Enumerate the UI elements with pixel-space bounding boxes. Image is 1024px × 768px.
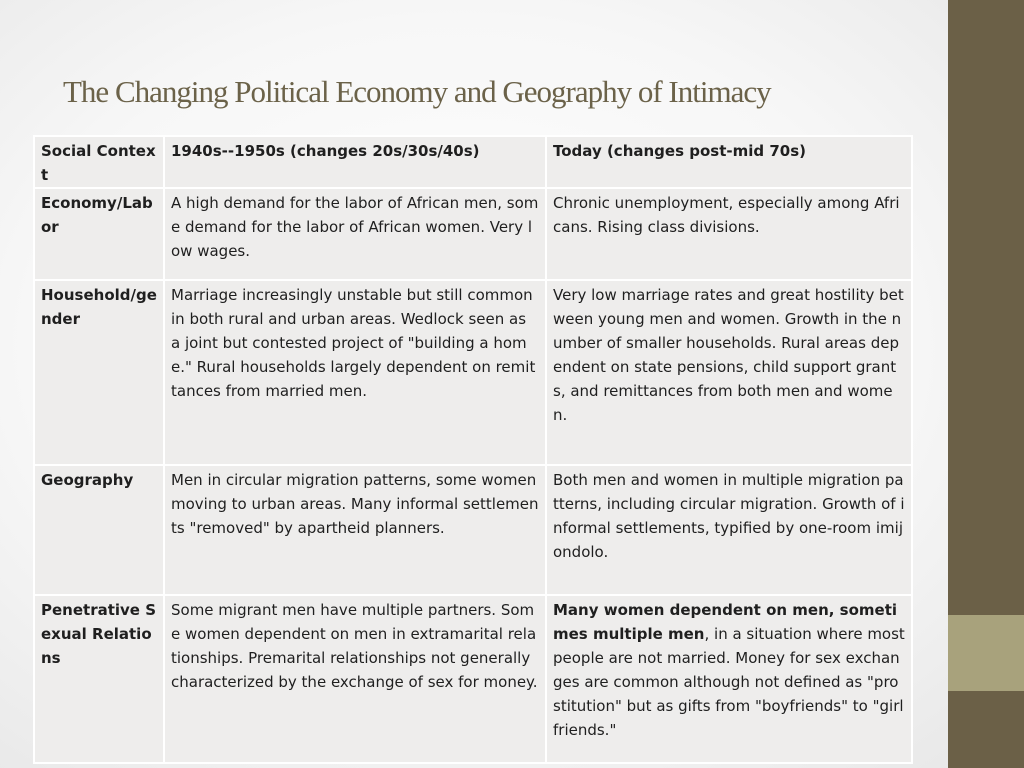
cell-past-economy: A high demand for the labor of African men, some demand for the labor of African women. Very low wages.	[164, 188, 546, 280]
side-accent-block	[948, 615, 1024, 691]
cell-today-economy: Chronic unemployment, especially among Africans. Rising class divisions.	[546, 188, 912, 280]
table-header-row	[34, 136, 912, 188]
cell-text: , in a situation where most people are not married. Money for sex exchanges are common although not defined as "prostitution" but as gifts from "boyfriends" to "girlfriends."	[553, 625, 905, 739]
cell-past-household: Marriage increasingly unstable but still common in both rural and urban areas. Wedlock seen as a joint but contested project of "building a home." Rural households largely dependent on remittances from married men.	[164, 280, 546, 465]
cell-past-sexual-relations: Some migrant men have multiple partners. Some women dependent on men in extramarital relationships. Premarital relationships not generally characterized by the exchange of sex for money.	[164, 595, 546, 763]
cell-past-geography: Men in circular migration patterns, some women moving to urban areas. Many informal settlements "removed" by apartheid planners.	[164, 465, 546, 595]
slide-title: The Changing Political Economy and Geography of Intimacy	[63, 74, 771, 109]
table-row	[34, 188, 912, 280]
row-label-household: Household/gender	[34, 280, 164, 465]
header-today: Today (changes post-mid 70s)	[546, 136, 912, 188]
emphasis-text: Many women dependent on men, sometimes multiple men	[553, 601, 898, 643]
table-row	[34, 280, 912, 465]
table-row	[34, 595, 912, 763]
row-label-sexual-relations: Penetrative Sexual Relations	[34, 595, 164, 763]
table-row	[34, 465, 912, 595]
row-label-geography: Geography	[34, 465, 164, 595]
cell-today-sexual-relations	[546, 595, 912, 763]
cell-today-household: Very low marriage rates and great hostility between young men and women. Growth in the number of smaller households. Rural areas dependent on state pensions, child support grants, and remittances from both men and women.	[546, 280, 912, 465]
header-social-context: Social Context	[34, 136, 164, 188]
cell-today-geography: Both men and women in multiple migration patterns, including circular migration. Growth of informal settlements, typified by one-room imijondolo.	[546, 465, 912, 595]
comparison-table	[33, 135, 913, 764]
row-label-economy: Economy/Labor	[34, 188, 164, 280]
header-1940s-1950s: 1940s--1950s (changes 20s/30s/40s)	[164, 136, 546, 188]
